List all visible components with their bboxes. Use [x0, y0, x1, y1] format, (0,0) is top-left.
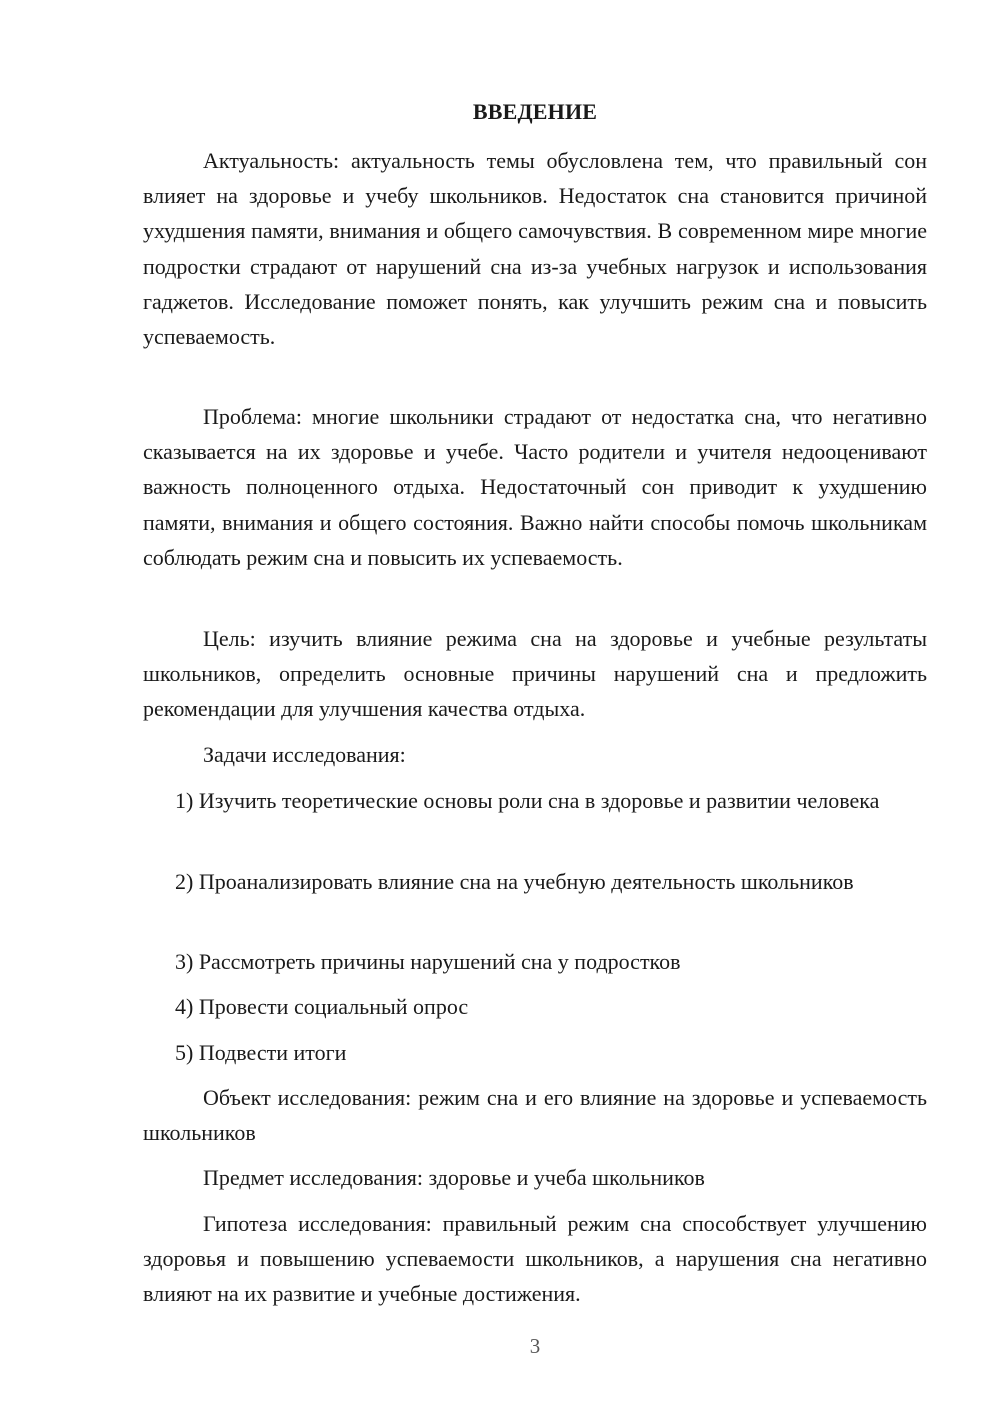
problem-paragraph: Проблема: многие школьники страдают от недостатка сна, что негативно сказывается на их здоровье и учебе. Часто родители и учителя недооценивают важность полноценного отдыха. Недостаточный сон приводит к ухудшению памяти, внимания и общего состояния. Важно найти способы помочь школьникам соблюдать режим сна и повысить их успеваемость. — [143, 404, 927, 570]
relevance-paragraph: Актуальность: актуальность темы обусловлена тем, что правильный сон влияет на здоровье и учебу школьников. Недостаток сна становится причиной ухудшения памяти, внимания и общего самочувствия. В современном мире многие подростки страдают от нарушений сна из-за учебных нагрузок и использования гаджетов. Исследование поможет понять, как улучшить режим сна и повысить успеваемость. — [143, 148, 927, 350]
task-item-3: 3) Рассмотреть причины нарушений сна у подростков — [175, 949, 681, 974]
section-heading: ВВЕДЕНИЕ — [472, 99, 598, 124]
tasks-title: Задачи исследования: — [203, 742, 406, 767]
object-paragraph: Объект исследования: режим сна и его влияние на здоровье и успеваемость школьников — [143, 1085, 927, 1146]
task-item-2: 2) Проанализировать влияние сна на учебную деятельность школьников — [175, 869, 854, 894]
task-item-1: 1) Изучить теоретические основы роли сна в здоровье и развитии человека — [175, 788, 880, 813]
task-item-4: 4) Провести социальный опрос — [175, 994, 469, 1019]
task-item-5: 5) Подвести итоги — [175, 1040, 347, 1065]
subject-paragraph: Предмет исследования: здоровье и учеба школьников — [203, 1165, 705, 1190]
goal-paragraph: Цель: изучить влияние режима сна на здоровье и учебные результаты школьников, определить основные причины нарушений сна и предложить рекомендации для улучшения качества отдыха. — [143, 626, 927, 722]
hypothesis-paragraph: Гипотеза исследования: правильный режим сна способствует улучшению здоровья и повышению успеваемости школьников, а нарушения сна негативно влияют на их развитие и учебные достижения. — [143, 1211, 927, 1307]
page-number: 3 — [529, 1334, 541, 1358]
